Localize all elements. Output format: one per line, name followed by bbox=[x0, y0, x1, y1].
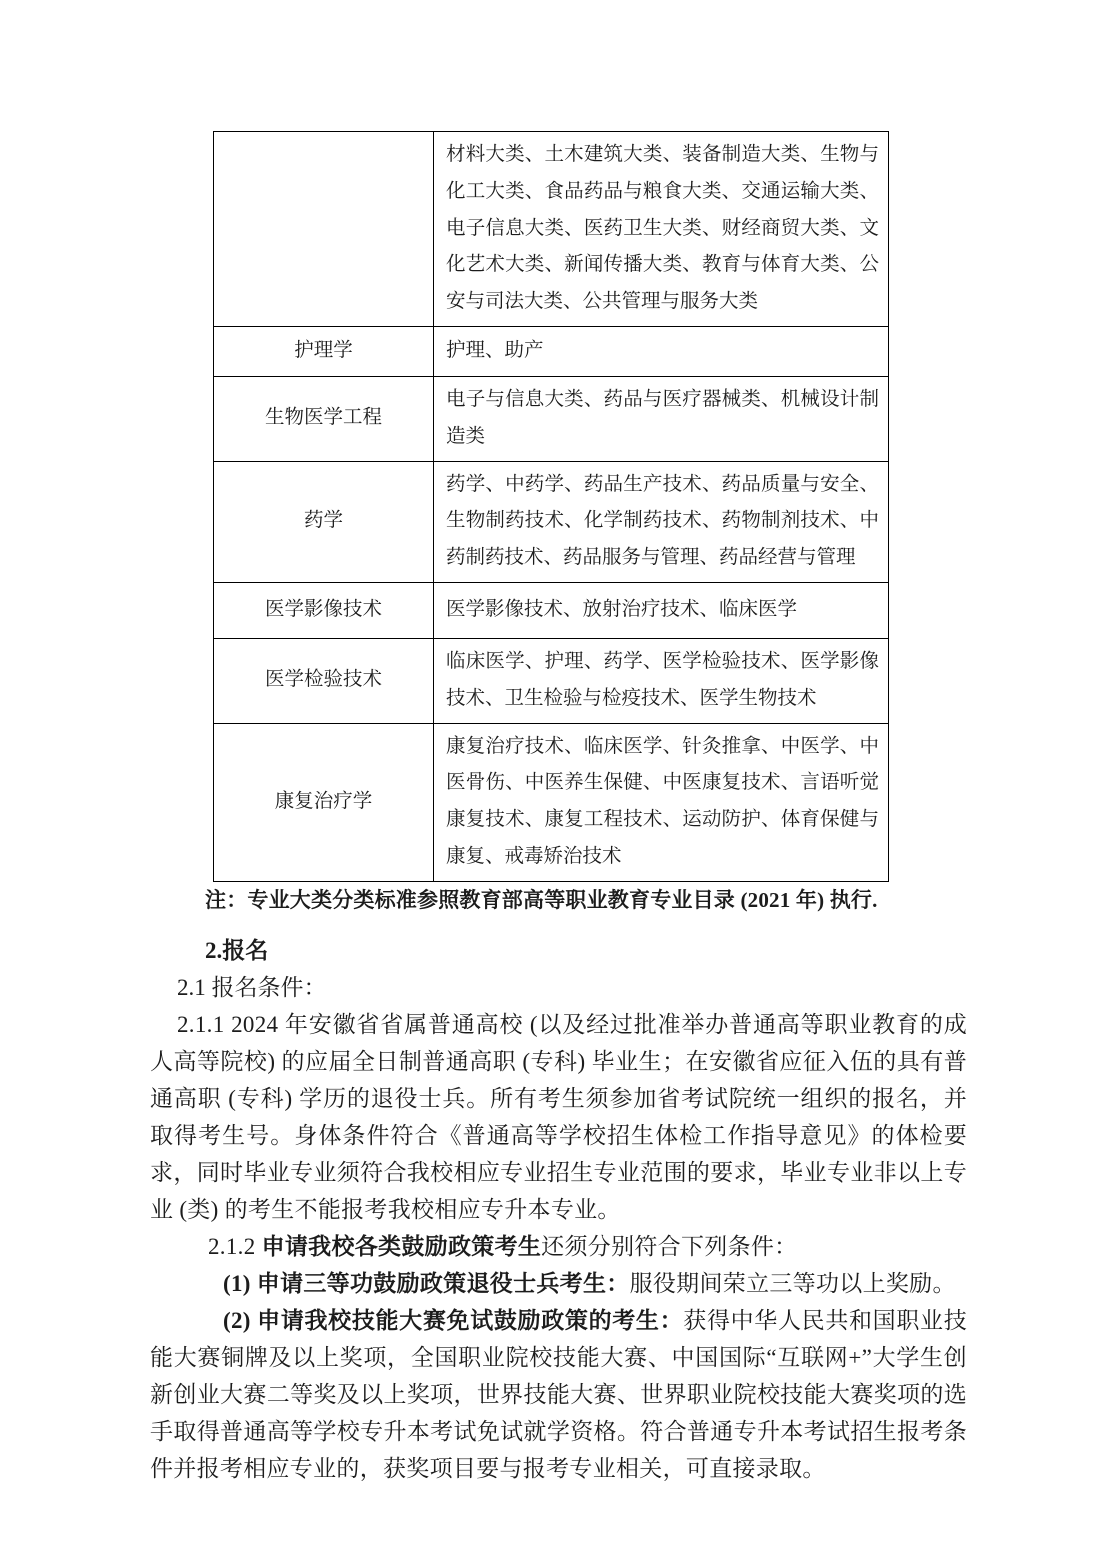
majors-cell: 临床医学、护理、药学、医学检验技术、医学影像技术、卫生检验与检疫技术、医学生物技术 bbox=[434, 638, 889, 723]
item-text: 获得中华人民共和国职业技能大赛铜牌及以上奖项，全国职业院校技能大赛、中国国际“互联网+”大学生创新创业大赛二等奖及以上奖项，世界技能大赛、世界职业院校技能大赛奖项的选手取得普通高等学校专升本考试免试就学资格。符合普通专升本考试招生报考条件并报考相应专业的，获奖项目要与报考专业相关，可直接录取。 bbox=[150, 1307, 967, 1481]
paragraph-2-1-2 bbox=[150, 1228, 967, 1265]
category-cell bbox=[214, 132, 434, 327]
table-row bbox=[214, 582, 889, 638]
subsection-heading: 2.1 报名条件： bbox=[177, 974, 327, 1000]
majors-cell: 护理、助产 bbox=[434, 326, 889, 376]
paragraph-bold-lead: 申请我校各类鼓励政策考生 bbox=[261, 1233, 542, 1259]
section-heading: 2.报名 bbox=[205, 937, 269, 963]
item-text: 服役期间荣立三等功以上奖励。 bbox=[629, 1270, 956, 1296]
category-cell: 药学 bbox=[214, 461, 434, 582]
category-cell: 护理学 bbox=[214, 326, 434, 376]
paragraph-2-1-1: 2.1.1 2024 年安徽省省属普通高校 (以及经过批准举办普通高等职业教育的成人高等院校) 的应届全日制普通高职 (专科) 毕业生；在安徽省应征入伍的具有普通高职 (专科) 学历的退役士兵。所有考生须参加省考试院统一组织的报名，并取得考生号。身体条件符合《普通高等学校招生体检工作指导意见》的体检要求，同时毕业专业须符合我校相应专业招生专业范围的要求，毕业专业非以上专业 (类) 的考生不能报考我校相应专升本专业。 bbox=[150, 1011, 967, 1222]
paragraph-number: 2.1.2 bbox=[208, 1233, 262, 1259]
category-cell: 医学检验技术 bbox=[214, 638, 434, 723]
table-row bbox=[214, 132, 889, 327]
majors-cell: 药学、中药学、药品生产技术、药品质量与安全、生物制药技术、化学制药技术、药物制剂技术、中药制药技术、药品服务与管理、药品经营与管理 bbox=[434, 461, 889, 582]
table-row bbox=[214, 461, 889, 582]
majors-cell: 电子与信息大类、药品与医疗器械类、机械设计制造类 bbox=[434, 376, 889, 461]
majors-table bbox=[213, 131, 889, 882]
table-row bbox=[214, 376, 889, 461]
category-cell: 生物医学工程 bbox=[214, 376, 434, 461]
table-row bbox=[214, 638, 889, 723]
table-row bbox=[214, 326, 889, 376]
list-item-2 bbox=[150, 1302, 967, 1487]
paragraph-text: 还须分别符合下列条件： bbox=[541, 1233, 798, 1259]
majors-cell: 康复治疗技术、临床医学、针灸推拿、中医学、中医骨伤、中医养生保健、中医康复技术、言语听觉康复技术、康复工程技术、运动防护、体育保健与康复、戒毒矫治技术 bbox=[434, 723, 889, 881]
list-item-1 bbox=[150, 1265, 967, 1302]
category-cell: 医学影像技术 bbox=[214, 582, 434, 638]
majors-cell: 材料大类、土木建筑大类、装备制造大类、生物与化工大类、食品药品与粮食大类、交通运输大类、电子信息大类、医药卫生大类、财经商贸大类、文化艺术大类、新闻传播大类、教育与体育大类、公安与司法大类、公共管理与服务大类 bbox=[434, 132, 889, 327]
item-bold-lead: (1) 申请三等功鼓励政策退役士兵考生： bbox=[223, 1270, 630, 1296]
majors-cell: 医学影像技术、放射治疗技术、临床医学 bbox=[434, 582, 889, 638]
category-cell: 康复治疗学 bbox=[214, 723, 434, 881]
table-row bbox=[214, 723, 889, 881]
item-bold-lead: (2) 申请我校技能大赛免试鼓励政策的考生： bbox=[223, 1307, 684, 1333]
table-note: 注：专业大类分类标准参照教育部高等职业教育专业目录 (2021 年) 执行. bbox=[205, 887, 878, 912]
